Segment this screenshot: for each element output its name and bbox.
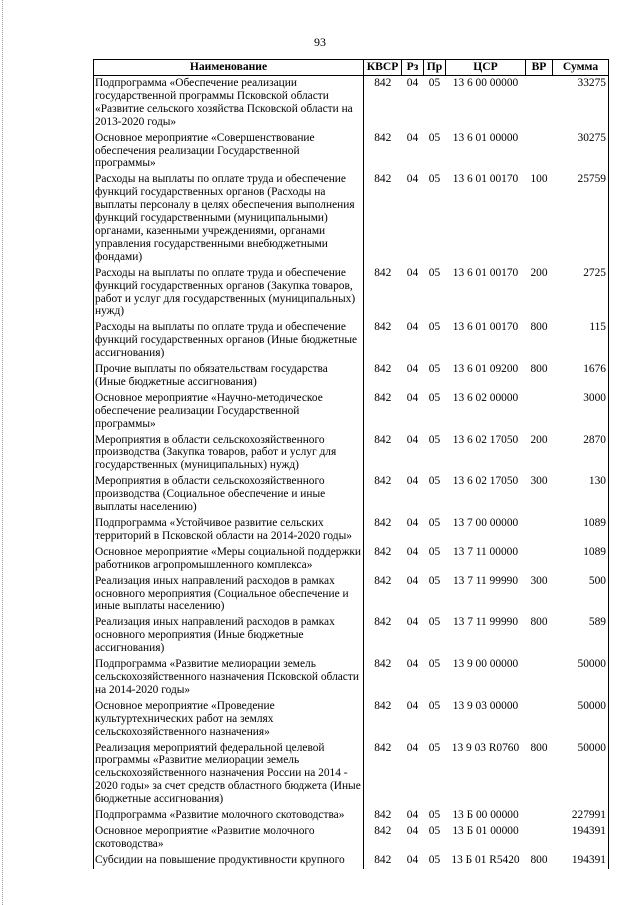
row-rz: 04 [406,574,419,587]
header-sum: Сумма [553,60,609,76]
row-kvsr: 842 [364,808,402,824]
table-row [94,741,609,809]
row-pr: 05 [428,173,441,186]
row-csr: 13 6 01 00170 [452,173,519,186]
row-kvsr: 842 [364,574,402,616]
row-sum: 2870 [553,433,609,475]
row-pr: 05 [428,433,441,446]
row-sum: 194391 [553,853,609,869]
row-pr: 05 [428,77,441,89]
scan-edge-line [2,0,4,905]
row-name: Расходы на выплаты по оплате труда и обеспечение функций государственных органов (Иные бюджетные ассигнования) [94,320,364,362]
row-pr: 05 [428,658,441,671]
row-vr [526,657,553,699]
row-kvsr: 842 [364,172,402,265]
row-vr: 800 [530,321,548,334]
row-sum: 33275 [553,76,609,131]
table-row [94,362,609,391]
row-name: Основное мероприятие «Совершенствование обеспечения реализации Государственной программы» [94,131,364,173]
table-row [94,853,609,869]
header-vr: ВР [526,60,553,76]
row-vr [526,76,553,131]
row-pr: 05 [428,517,441,529]
row-csr: 13 6 01 00170 [452,266,519,279]
row-kvsr: 842 [364,699,402,741]
table-row [94,320,609,362]
row-csr: 13 9 00 00000 [452,658,519,671]
row-sum: 3000 [553,391,609,433]
row-csr: 13 Б 01 R5420 [451,853,520,866]
row-rz: 04 [406,266,419,279]
table-row [94,266,609,321]
row-rz: 04 [406,517,419,529]
row-csr: 13 7 11 99990 [452,574,519,587]
row-pr: 05 [428,475,441,488]
row-pr: 05 [428,741,441,754]
row-rz: 04 [406,824,419,837]
table-row [94,391,609,433]
row-pr: 05 [428,391,441,404]
row-vr: 200 [530,433,548,446]
row-csr: 13 7 00 00000 [452,517,519,529]
row-name: Реализация иных направлений расходов в рамках основного мероприятия (Иные бюджетные ассигнования) [94,615,364,657]
row-name: Расходы на выплаты по оплате труда и обеспечение функций государственных органов (Расходы на выплаты персоналу в целях обеспечения выполнения функций государственными (муниципальными) органами, казенными учреждениями, органами управления государственными внебюджетными фондами) [94,172,364,265]
table-header [94,60,609,76]
table-row [94,76,609,131]
row-rz: 04 [406,433,419,446]
page-number: 93 [314,35,326,49]
row-rz: 04 [406,741,419,754]
row-csr: 13 6 02 00000 [452,391,519,404]
header-csr: ЦСР [446,60,526,76]
row-rz: 04 [406,131,419,144]
row-pr: 05 [428,321,441,334]
row-kvsr: 842 [364,76,402,131]
table-row [94,574,609,616]
row-pr: 05 [428,853,441,866]
row-vr: 300 [530,574,548,587]
row-pr: 05 [428,266,441,279]
row-sum: 194391 [553,824,609,853]
table-row [94,545,609,574]
row-name: Основное мероприятие «Меры социальной поддержки работников агропромышленного комплекса» [94,545,364,574]
header-name: Наименование [94,60,364,76]
row-csr: 13 Б 01 00000 [452,824,519,837]
row-pr: 05 [428,616,441,629]
row-vr: 800 [530,741,548,754]
table-row [94,615,609,657]
row-rz: 04 [406,391,419,404]
header-kvsr: КВСР [364,60,402,76]
row-vr: 200 [530,266,548,279]
row-pr: 05 [428,363,441,376]
row-name: Основное мероприятие «Развитие молочного скотоводства» [94,824,364,853]
row-rz: 04 [406,475,419,488]
row-csr: 13 7 11 00000 [452,545,519,558]
row-csr: 13 6 02 17050 [452,433,519,446]
row-vr: 300 [530,475,548,488]
row-vr [526,545,553,574]
row-name: Мероприятия в области сельскохозяйственного производства (Закупка товаров, работ и услуг для государственных (муниципальных) нужд) [94,433,364,475]
row-kvsr: 842 [364,433,402,475]
table-row [94,172,609,265]
row-kvsr: 842 [364,615,402,657]
row-pr: 05 [428,131,441,144]
row-csr: 13 6 01 00000 [452,131,519,144]
row-vr: 800 [530,363,548,376]
row-pr: 05 [428,809,441,822]
row-kvsr: 842 [364,391,402,433]
row-name: Основное мероприятие «Проведение культуртехнических работ на землях сельскохозяйственного назначения» [94,699,364,741]
table-body [94,76,609,869]
row-vr: 800 [530,616,548,629]
row-name: Основное мероприятие «Научно-методическое обеспечение реализации Государственной программы» [94,391,364,433]
row-csr: 13 6 01 00170 [452,321,519,334]
row-kvsr: 842 [364,657,402,699]
row-kvsr: 842 [364,545,402,574]
row-sum: 500 [553,574,609,616]
row-kvsr: 842 [364,362,402,391]
row-csr: 13 6 01 09200 [452,363,519,376]
row-name: Мероприятия в области сельскохозяйственного производства (Социальное обеспечение и иные выплаты населению) [94,474,364,516]
row-rz: 04 [406,616,419,629]
row-rz: 04 [406,77,419,89]
row-kvsr: 842 [364,824,402,853]
table-row [94,474,609,516]
row-name: Прочие выплаты по обязательствам государства (Иные бюджетные ассигнования) [94,362,364,391]
row-sum: 589 [553,615,609,657]
row-name: Расходы на выплаты по оплате труда и обеспечение функций государственных органов (Закупка товаров, работ и услуг для государственных (муниципальных) нужд) [94,266,364,321]
row-name: Подпрограмма «Обеспечение реализации государственной программы Псковской области «Развитие сельского хозяйства Псковской области на 2013-2020 годы» [94,76,364,131]
row-pr: 05 [428,699,441,712]
table-row [94,824,609,853]
table-row [94,808,609,824]
budget-table [93,59,609,869]
row-kvsr: 842 [364,266,402,321]
row-csr: 13 Б 00 00000 [452,809,519,822]
row-kvsr: 842 [364,741,402,809]
row-rz: 04 [406,699,419,712]
row-name: Подпрограмма «Устойчивое развитие сельских территорий в Псковской области на 2014-2020 годы» [94,516,364,545]
row-csr: 13 9 03 00000 [452,699,519,712]
row-name: Подпрограмма «Развитие молочного скотоводства» [94,808,364,824]
row-rz: 04 [406,853,419,866]
row-sum: 115 [553,320,609,362]
row-name: Реализация иных направлений расходов в рамках основного мероприятия (Социальное обеспечение и иные выплаты населению) [94,574,364,616]
row-kvsr: 842 [364,516,402,545]
row-csr: 13 7 11 99990 [452,616,519,629]
row-rz: 04 [406,658,419,671]
row-sum: 2725 [553,266,609,321]
row-sum: 50000 [553,741,609,809]
row-sum: 25759 [553,172,609,265]
row-name: Подпрограмма «Развитие мелиорации земель сельскохозяйственного назначения Псковской области на 2014-2020 годы» [94,657,364,699]
row-sum: 1089 [553,545,609,574]
row-vr [526,516,553,545]
table-row [94,699,609,741]
row-pr: 05 [428,574,441,587]
row-name: Реализация мероприятий федеральной целевой программы «Развитие мелиорации земель сельскохозяйственного назначения России на 2014 - 2020 годы» за счет средств областного бюджета (Иные бюджетные ассигнования) [94,741,364,809]
row-vr: 800 [530,853,548,866]
table-row [94,516,609,545]
row-rz: 04 [406,809,419,822]
row-sum: 1089 [553,516,609,545]
row-rz: 04 [406,363,419,376]
row-csr: 13 6 00 00000 [452,77,519,89]
row-sum: 227991 [553,808,609,824]
row-vr [526,131,553,173]
table-row [94,131,609,173]
row-csr: 13 6 02 17050 [452,475,519,488]
row-rz: 04 [406,545,419,558]
header-rz: Рз [402,60,424,76]
row-vr [526,824,553,853]
row-kvsr: 842 [364,853,402,869]
row-kvsr: 842 [364,320,402,362]
table-row [94,657,609,699]
row-vr [526,391,553,433]
row-csr: 13 9 03 R0760 [451,741,520,754]
row-vr: 100 [530,173,548,186]
row-kvsr: 842 [364,474,402,516]
row-rz: 04 [406,173,419,186]
row-vr [526,808,553,824]
row-vr [526,699,553,741]
row-pr: 05 [428,824,441,837]
row-kvsr: 842 [364,131,402,173]
row-pr: 05 [428,545,441,558]
row-rz: 04 [406,321,419,334]
row-sum: 50000 [553,657,609,699]
row-name: Субсидии на повышение продуктивности крупного [94,853,364,869]
row-sum: 50000 [553,699,609,741]
row-sum: 130 [553,474,609,516]
row-sum: 30275 [553,131,609,173]
header-pr: Пр [424,60,446,76]
row-sum: 1676 [553,362,609,391]
table-row [94,433,609,475]
